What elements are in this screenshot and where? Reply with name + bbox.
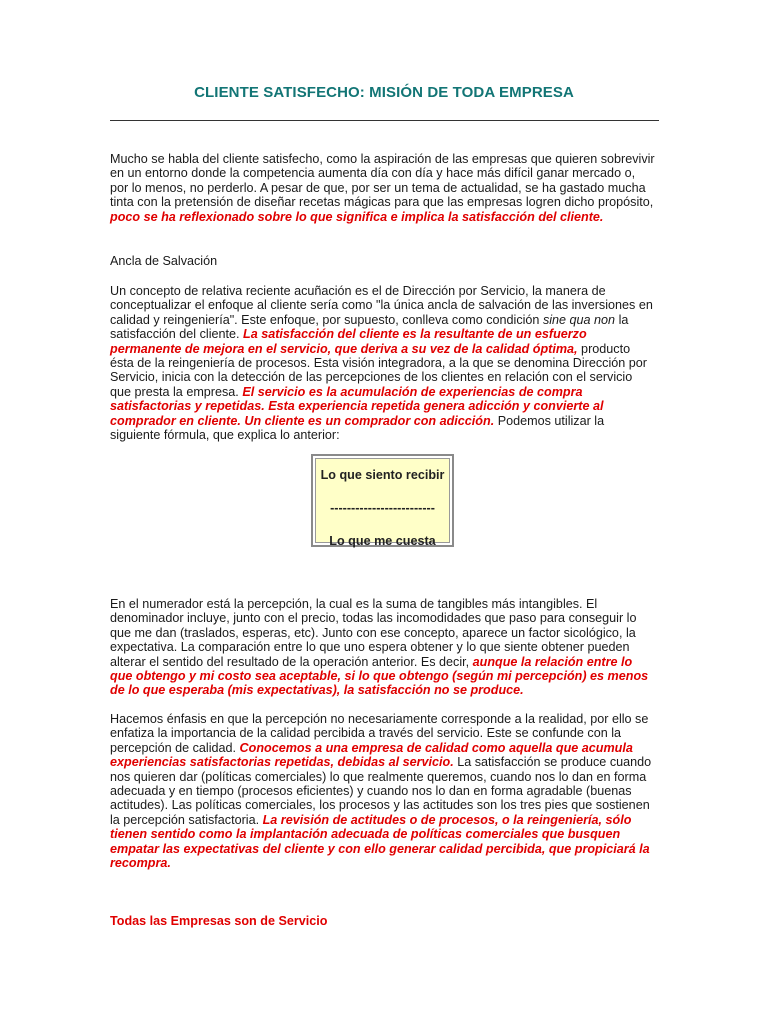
percepcion-text-1: Hacemos énfasis en que la percepción no necesariamente corresponde a la realidad, por ello se enfatiza la importancia de la calidad percibida a través del servicio. Este se confunde con la percepción de calidad. [110,712,649,755]
paragraph-percepcion [110,712,655,870]
formula-box [311,454,454,547]
document-title: CLIENTE SATISFECHO: MISIÓN DE TODA EMPRESA [194,84,574,101]
percepcion-emphasis-2: La revisión de actitudes o de procesos, o la reingeniería, sólo tienen sentido como la implantación adecuada de políticas comerciales que busquen empatar las expectativas del cliente y con ello generar calidad percibida, que propiciará la recompra. [110,812,650,871]
paragraph-intro [110,152,655,224]
intro-text: Mucho se habla del cliente satisfecho, como la aspiración de las empresas que quieren sobrevivir en un entorno donde la competencia aumenta día con día y hace más difícil ganar mercado o, por lo menos, no perderlo. A pesar de que, por ser un tema de actualidad, se ha gastado mucha tinta con la pretensión de diseñar recetas mágicas para que las empresas logren dicho propósito, [110,152,655,210]
ancla-latin: sine qua non [542,312,616,327]
title-divider [110,120,659,121]
formula-denominator: Lo que me cuesta [329,534,436,548]
numerador-emphasis: aunque la relación entre lo que obtengo y mi costo sea aceptable, si lo que obtengo (según mi percepción) es menos de lo que esperaba (mis expectativas), la satisfacción no se produce. [110,654,649,698]
paragraph-numerador [110,597,655,698]
ancla-text-4: Podemos utilizar la siguiente fórmula, que explica lo anterior: [110,413,605,443]
percepcion-text-2: La satisfacción se produce cuando nos quieren dar (políticas comerciales) lo que realmente queremos, cuando nos lo dan en forma adecuada y en tiempo (procesos eficientes) y cuando nos lo dan en forma agradable (buenas actitudes). Las políticas comerciales, los procesos y las actitudes son los tres pies que sostienen la percepción satisfactoria. [110,755,652,827]
section-heading-ancla: Ancla de Salvación [110,254,218,268]
section-heading-empresas: Todas las Empresas son de Servicio [110,914,328,928]
intro-emphasis: poco se ha reflexionado sobre lo que significa e implica la satisfacción del cliente. [110,209,604,224]
formula-divider: ------------------------- [330,501,435,515]
ancla-text-1: Un concepto de relativa reciente acuñación es el de Dirección por Servicio, la manera de conceptualizar el enfoque al cliente sería como "la única ancla de salvación de las inversiones en calidad y reingeniería". Este enfoque, por supuesto, conlleva como condición [110,284,653,327]
formula-numerator: Lo que siento recibir [320,468,445,482]
ancla-text-3: producto ésta de la reingeniería de procesos. Esta visión integradora, a la que se denomina Dirección por Servicio, inicia con la detección de las percepciones de los clientes en relación con el servicio que presta la empresa. [110,341,647,399]
ancla-emphasis-2: El servicio es la acumulación de experiencias de compra satisfactorias y repetidas. Esta experiencia repetida genera adicción y convierte al comprador en cliente. Un cliente es un comprador con adicción. [110,384,604,428]
ancla-emphasis-1: La satisfacción del cliente es la resultante de un esfuerzo permanente de mejora en el servicio, que deriva a su vez de la calidad óptima, [110,327,587,356]
percepcion-emphasis-1: Conocemos a una empresa de calidad como aquella que acumula experiencias satisfactorias repetidas, debidas al servicio. [110,740,633,770]
formula-content [315,458,450,548]
ancla-text-2: la satisfacción del cliente. [110,312,629,342]
numerador-text: En el numerador está la percepción, la cual es la suma de tangibles más intangibles. El denominador incluye, junto con el precio, todas las incomodidades que paso para conseguir lo que me dan (traslados, esperas, etc). Junto con ese concepto, aparece un factor sicológico, la expectativa. La comparación entre lo que uno espera obtener y lo que siente obtener pueden alterar el sentido del resultado de la operación anterior. Es decir, [110,597,637,669]
paragraph-ancla [110,284,655,442]
